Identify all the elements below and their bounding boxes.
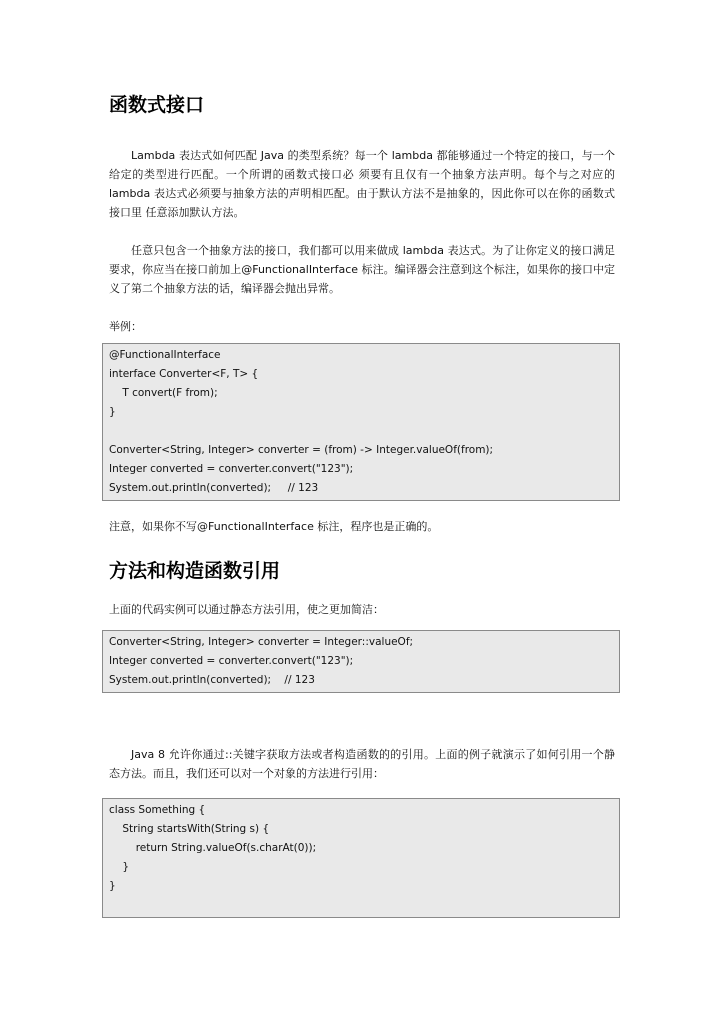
code-line: Integer converted = converter.convert("123"); bbox=[109, 463, 354, 475]
code-line: } bbox=[109, 861, 130, 873]
code-line: System.out.println(converted); // 123 bbox=[109, 482, 319, 494]
code-line: interface Converter<F, T> { bbox=[109, 368, 259, 380]
paragraph-functional-interface-annotation: 任意只包含一个抽象方法的接口，我们都可以用来做成 lambda 表达式。为了让你定义的接口满足要求，你应当在接口前加上@FunctionalInterface 标注。编译器会注意到这个标注，如果你的接口中定义了第二个抽象方法的话，编译器会抛出异常。 bbox=[109, 244, 615, 295]
code-line: Converter<String, Integer> converter = Integer::valueOf; bbox=[109, 636, 414, 648]
code-line: } bbox=[109, 406, 116, 418]
code-line: return String.valueOf(s.charAt(0)); bbox=[109, 842, 317, 854]
paragraph-double-colon-keyword: Java 8 允许你通过::关键字获取方法或者构造函数的的引用。上面的例子就演示了如何引用一个静态方法。而且，我们还可以对一个对象的方法进行引用： bbox=[109, 748, 615, 780]
example-label: 举例： bbox=[109, 320, 142, 333]
code-line: Converter<String, Integer> converter = (from) -> Integer.valueOf(from); bbox=[109, 444, 494, 456]
section-title-method-references: 方法和构造函数引用 bbox=[109, 560, 281, 582]
code-block-static-reference bbox=[102, 630, 620, 693]
section-title-functional-interface: 函数式接口 bbox=[109, 94, 205, 116]
code-block-something-class bbox=[102, 798, 620, 918]
code-line: T convert(F from); bbox=[109, 387, 218, 399]
code-line: @FunctionalInterface bbox=[109, 349, 221, 361]
code-line: System.out.println(converted); // 123 bbox=[109, 674, 315, 686]
paragraph-static-method-reference: 上面的代码实例可以通过静态方法引用，使之更加简洁： bbox=[109, 603, 384, 616]
code-line: String startsWith(String s) { bbox=[109, 823, 270, 835]
code-line: } bbox=[109, 880, 116, 892]
paragraph-lambda-matching: Lambda 表达式如何匹配 Java 的类型系统？每一个 lambda 都能够通过一个特定的接口，与一个给定的类型进行匹配。一个所谓的函数式接口必 须要有且仅有一个抽象方法声明。每个与之对应的 lambda 表达式必须要与抽象方法的声明相匹配。由于默认方法不是抽象的，因此你可以在你的函数式接口里 任意添加默认方法。 bbox=[109, 149, 615, 219]
code-line bbox=[109, 896, 613, 915]
code-line: class Something { bbox=[109, 804, 206, 816]
page-content bbox=[109, 92, 615, 918]
code-line bbox=[109, 422, 613, 441]
note-annotation-optional: 注意，如果你不写@FunctionalInterface 标注，程序也是正确的。 bbox=[109, 520, 439, 533]
code-line: Integer converted = converter.convert("123"); bbox=[109, 655, 354, 667]
code-block-converter bbox=[102, 343, 620, 501]
